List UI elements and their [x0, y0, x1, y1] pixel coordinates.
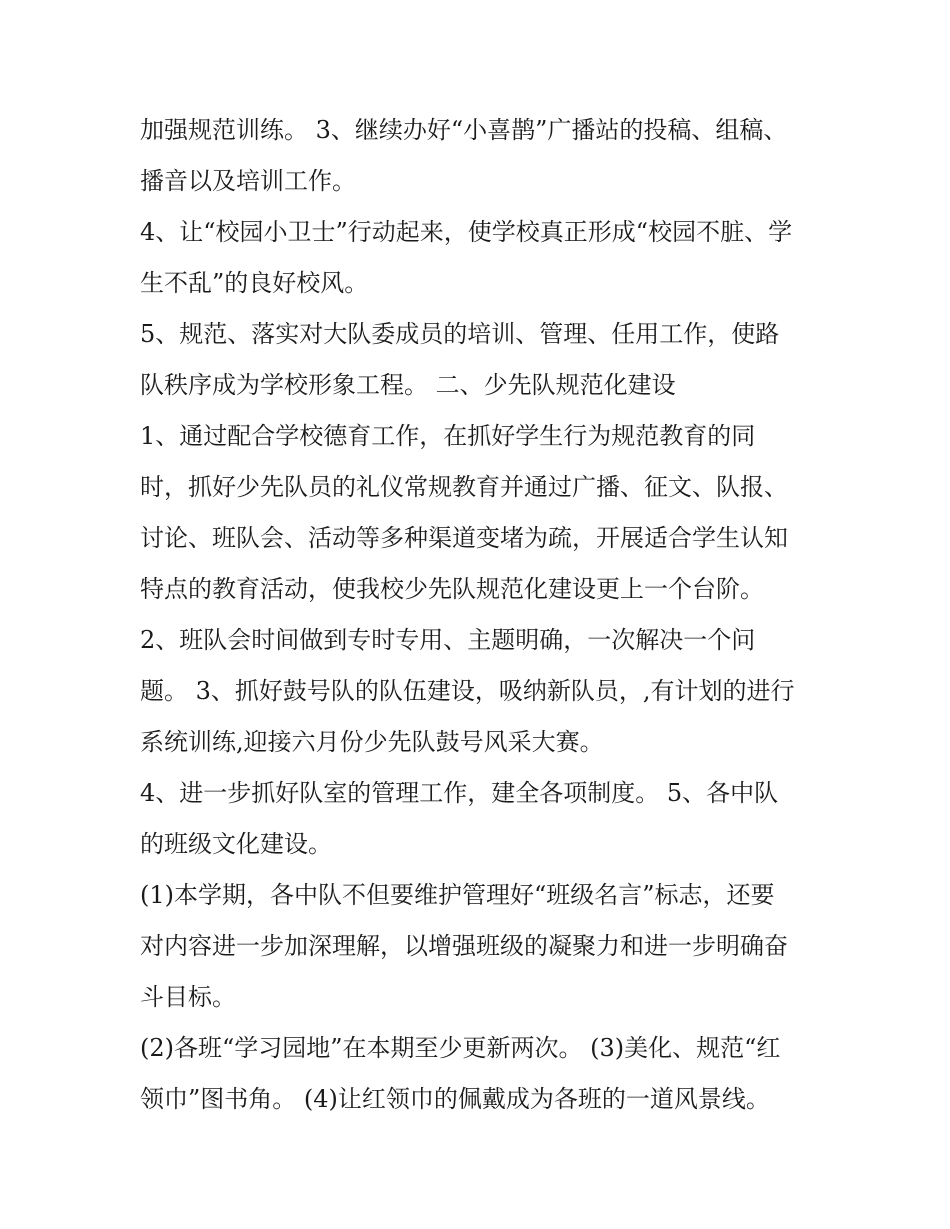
text-line: 题。 3、抓好鼓号队的队伍建设，吸纳新队员，,有计划的进行 [140, 677, 795, 705]
text-line: 2、班队会时间做到专时专用、主题明确，一次解决一个问 [140, 626, 756, 654]
text-line: 领巾”图书角。 (4)让红领巾的佩戴成为各班的一道风景线。 [140, 1085, 770, 1113]
text-line: 4、进一步抓好队室的管理工作，建全各项制度。 5、各中队 [140, 779, 779, 807]
text-line: 5、规范、落实对大队委成员的培训、管理、任用工作，使路 [140, 320, 780, 348]
text-line: 加强规范训练。 3、继续办好“小喜鹊”广播站的投稿、组稿、 [140, 116, 788, 144]
text-line: 的班级文化建设。 [140, 830, 332, 858]
text-line: 斗目标。 [140, 983, 236, 1011]
text-line: 特点的教育活动，使我校少先队规范化建设更上一个台阶。 [140, 575, 764, 603]
text-line: 讨论、班队会、活动等多种渠道变堵为疏，开展适合学生认知 [140, 524, 788, 552]
text-line: (2)各班“学习园地”在本期至少更新两次。 (3)美化、规范“红 [140, 1034, 781, 1062]
text-line: 4、让“校园小卫士”行动起来，使学校真正形成“校园不脏、学 [140, 218, 793, 246]
text-line: 系统训练,迎接六月份少先队鼓号风采大赛。 [140, 728, 604, 756]
text-line: 1、通过配合学校德育工作，在抓好学生行为规范教育的同 [140, 422, 756, 450]
text-line: 对内容进一步加深理解，以增强班级的凝聚力和进一步明确奋 [140, 932, 788, 960]
text-line: 生不乱”的良好校风。 [140, 269, 369, 297]
text-line: (1)本学期，各中队不但要维护管理好“班级名言”标志，还要 [140, 881, 775, 909]
text-line: 队秩序成为学校形象工程。 二、少先队规范化建设 [140, 371, 676, 399]
text-line: 播音以及培训工作。 [140, 167, 356, 195]
text-line: 时，抓好少先队员的礼仪常规教育并通过广播、征文、队报、 [140, 473, 788, 501]
